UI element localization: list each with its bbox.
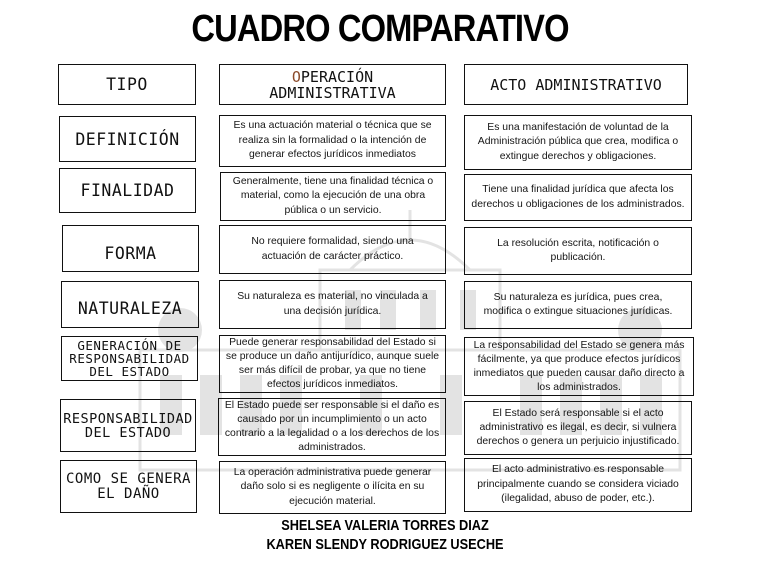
- cell-text: Generalmente, tiene una finalidad técnica o material, como la ejecución de una obra pública o un servicio.: [232, 175, 434, 216]
- cell-text: El acto administrativo es responsable principalmente cuando se considera viciado (ilegalidad, abuso de poder, etc.).: [477, 464, 679, 505]
- cell-text: El Estado puede ser responsable si el daño es causado por un incumplimiento o un acto contrario a la legalidad o a los derechos de los administrados.: [224, 400, 440, 453]
- cell-acto-naturaleza: [464, 281, 692, 329]
- row-label-naturaleza: [61, 281, 199, 328]
- cell-acto-definicion: [464, 115, 692, 170]
- header-operacion-text: [250, 69, 415, 101]
- page-title: CUADRO COMPARATIVO: [191, 8, 569, 50]
- cell-operacion-forma: [219, 225, 446, 274]
- row-label-forma: [62, 225, 199, 272]
- cell-operacion-responsabilidad: [218, 398, 446, 456]
- row-label-definicion: [59, 116, 196, 162]
- author-line-2: KAREN SLENDY RODRIGUEZ USECHE: [266, 536, 504, 553]
- cell-text: La operación administrativa puede generar daño solo si es negligente o ilícita en su ejecución material.: [233, 466, 432, 507]
- header-acto-text: ACTO ADMINISTRATIVO: [490, 75, 662, 94]
- row-label-text: GENERACIÓN DE RESPONSABILIDAD DEL ESTADO: [69, 338, 190, 379]
- cell-text: Su naturaleza es jurídica, pues crea, modifica o extingue situaciones jurídicas.: [483, 291, 673, 317]
- cell-operacion-definicion: [219, 115, 446, 167]
- header-acto: [464, 64, 688, 105]
- row-label-text: RESPONSABILIDAD DEL ESTADO: [63, 410, 193, 441]
- row-label-text: FORMA: [104, 244, 157, 263]
- header-operacion-first-letter: O: [291, 67, 301, 86]
- cell-text: El Estado será responsable si el acto administrativo es ilegal, es decir, si vulnera derechos o genera un perjuicio injustificado.: [476, 408, 680, 447]
- cell-operacion-generacion: [219, 335, 446, 393]
- header-tipo: [58, 64, 196, 105]
- cell-text: Tiene una finalidad jurídica que afecta los derechos u obligaciones de los administrados.: [471, 184, 685, 210]
- cell-acto-como-se-genera: [464, 458, 692, 512]
- cell-text: Es una actuación material o técnica que se realiza sin la formalidad o la intención de generar efectos jurídicos inmediatos: [233, 120, 432, 161]
- cell-operacion-como-se-genera: [219, 461, 446, 514]
- row-label-generacion-responsabilidad: [61, 336, 198, 381]
- header-operacion: [219, 64, 446, 105]
- header-operacion-rest: PERACIÓN ADMINISTRATIVA: [269, 67, 396, 102]
- cell-text: No requiere formalidad, siendo una actuación de carácter práctico.: [251, 236, 414, 262]
- cell-operacion-finalidad: [220, 172, 446, 221]
- cell-acto-responsabilidad: [464, 401, 692, 455]
- author-line-1: SHELSEA VALERIA TORRES DIAZ: [281, 517, 489, 534]
- cell-operacion-naturaleza: [219, 280, 446, 329]
- cell-acto-finalidad: [464, 174, 692, 221]
- row-label-como-se-genera: [60, 460, 197, 513]
- row-label-text: DEFINICIÓN: [75, 129, 180, 149]
- cell-text: Es una manifestación de voluntad de la Administración pública que crea, modifica o extingue derechos y obligaciones.: [477, 121, 679, 162]
- cell-acto-generacion: [464, 337, 694, 396]
- row-label-responsabilidad-estado: [60, 399, 196, 452]
- cell-text: La resolución escrita, notificación o publicación.: [497, 237, 659, 263]
- cell-text: Su naturaleza es material, no vinculada a una decisión jurídica.: [237, 291, 428, 317]
- row-label-text: NATURALEZA: [77, 299, 183, 318]
- cell-acto-forma: [464, 227, 692, 275]
- cell-text: La responsabilidad del Estado se genera más fácilmente, ya que produce efectos jurídicos inmediatos que pueden causar daño directo a los administrados.: [473, 339, 685, 393]
- row-label-text: COMO SE GENERA EL DAÑO: [65, 470, 191, 502]
- header-tipo-text: TIPO: [106, 75, 148, 94]
- row-label-finalidad: [59, 168, 196, 213]
- row-label-text: FINALIDAD: [80, 181, 175, 200]
- cell-text: Puede generar responsabilidad del Estado si se produce un daño antijurídico, aunque suele ser más difícil de probar, ya que no tiene efectos jurídicos inmediatos.: [225, 337, 440, 390]
